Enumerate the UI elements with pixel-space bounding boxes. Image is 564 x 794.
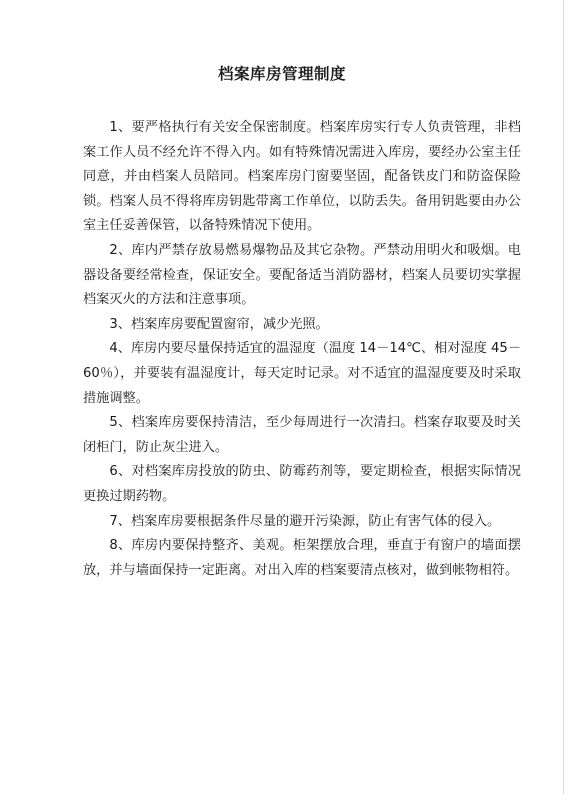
- paragraph-4: 4、库房内要尽量保持适宜的温湿度（温度 14－14℃、相对湿度 45－60％），并要装有温湿度计，每天定时记录。对不适宜的温湿度要及时采取措施调整。: [83, 341, 522, 406]
- paragraph-5: 5、档案库房要保持清洁，至少每周进行一次清扫。档案存取要及时关闭柜门，防止灰尘进入。: [83, 415, 521, 455]
- paragraph-8: 8、库房内要保持整齐、美观。柜架摆放合理，垂直于有窗户的墙面摆放，并与墙面保持一定距离。对出入库的档案要清点核对，做到帐物相符。: [83, 538, 521, 578]
- document-body: [83, 116, 521, 583]
- paragraph-7: 7、档案库房要根据条件尽量的避开污染源，防止有害气体的侵入。: [109, 513, 501, 529]
- paragraph-6: 6、对档案库房投放的防虫、防霉药剂等，要定期检查，根据实际情况更换过期药物。: [83, 464, 521, 504]
- paragraph-1: 1、要严格执行有关安全保密制度。档案库房实行专人负责管理，非档案工作人员不经允许不得入内。如有特殊情况需进入库房，要经办公室主任同意，并由档案人员陪同。档案库房门窗要坚固，配备铁皮门和防盗保险锁。档案人员不得将库房钥匙带离工作单位，以防丢失。备用钥匙要由办公室主任妥善保管，以备特殊情况下使用。: [83, 120, 521, 234]
- paragraph-3: 3、档案库房要配置窗帘，减少光照。: [109, 316, 329, 332]
- paragraph-2: 2、库内严禁存放易燃易爆物品及其它杂物。严禁动用明火和吸烟。电器设备要经常检查，保证安全。要配备适当消防器材，档案人员要切实掌握档案灭火的方法和注意事项。: [83, 242, 521, 308]
- document-title: 档案库房管理制度: [217, 65, 346, 83]
